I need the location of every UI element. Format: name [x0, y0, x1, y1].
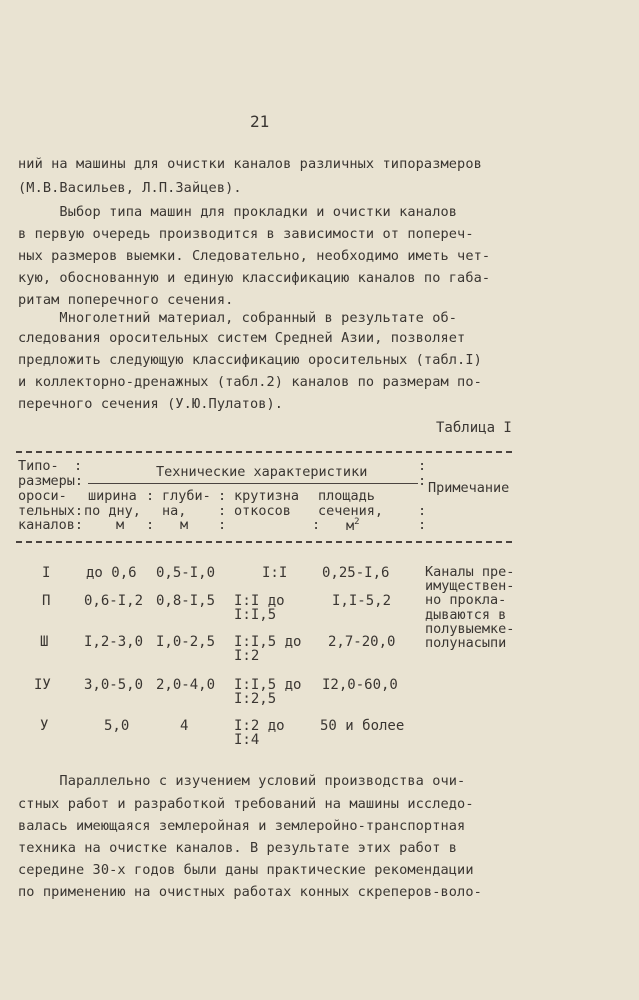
header-depth-line: м	[180, 517, 189, 533]
header-group-rule	[88, 483, 418, 484]
text-line: по применению на очистных работах конных скреперов-воло-	[18, 884, 482, 900]
row-depth: 2,0-4,0	[156, 677, 216, 693]
text-line: Выбор типа машин для прокладки и очистки каналов	[18, 204, 458, 220]
row-depth: 4	[180, 718, 189, 734]
text-line: стных работ и разработкой требований на машины исследо-	[18, 796, 474, 812]
row-slope: I:2	[234, 648, 260, 664]
row-slope: I:2,5	[234, 691, 277, 707]
note-line: Каналы пре-	[425, 564, 515, 580]
row-area: I2,0-60,0	[322, 677, 398, 693]
row-slope: I:I до	[234, 593, 285, 609]
colon-separator: :	[218, 488, 227, 504]
colon-separator: :	[418, 503, 427, 519]
row-slope: I:2 до	[234, 718, 285, 734]
row-width: I,2-3,0	[84, 634, 144, 650]
text-line: техника на очистке каналов. В результате этих работ в	[18, 840, 458, 856]
colon-separator: :	[74, 458, 83, 474]
text-line: и коллекторно-дренажных (табл.2) каналов по размерам по-	[18, 374, 482, 390]
text-line: ритам поперечного сечения.	[18, 292, 234, 308]
text-line: следования оросительных систем Средней Азии, позволяет	[18, 330, 466, 346]
header-note: Примечание	[428, 480, 510, 496]
header-slope-line: крутизна	[234, 488, 300, 504]
colon-separator: :	[418, 473, 427, 489]
row-slope: I:4	[234, 732, 260, 748]
row-width: 0,6-I,2	[84, 593, 144, 609]
note-line: полувыемке-	[425, 620, 515, 637]
row-depth: 0,5-I,0	[156, 565, 216, 581]
text-line: Параллельно с изучением условий производства очи-	[18, 773, 466, 789]
note-line: имуществен-	[425, 578, 515, 595]
header-width-line: по дну,	[84, 503, 141, 519]
row-slope: I:I,5 до	[234, 677, 302, 693]
row-type: У	[40, 718, 49, 734]
text-line: середине 30-х годов были даны практические рекомендации	[18, 862, 474, 878]
colon-separator: :	[218, 503, 227, 519]
colon-separator: :	[418, 458, 427, 474]
header-area-line: сечения,	[318, 503, 384, 519]
header-group-title: Технические характеристики	[156, 464, 368, 480]
row-slope: I:I,5	[234, 607, 277, 623]
header-depth-line: глуби-	[162, 488, 211, 504]
text-line: перечного сечения (У.Ю.Пулатов).	[18, 396, 284, 412]
text-line: Многолетний материал, собранный в результате об-	[18, 310, 458, 326]
row-depth: 0,8-I,5	[156, 593, 216, 609]
text-line: предложить следующую классификацию оросительных (табл.I)	[18, 352, 482, 368]
text-line: ных размеров выемки. Следовательно, необходимо иметь чет-	[18, 248, 491, 264]
header-type-line: тельных:	[18, 503, 84, 519]
table-top-rule	[16, 451, 512, 453]
row-type: IУ	[34, 677, 51, 693]
text-line: валась имеющаяся землеройная и землеройно-транспортная	[18, 818, 466, 834]
note-line: но прокла-	[425, 592, 507, 609]
row-width: до 0,6	[86, 565, 137, 581]
row-type: П	[42, 593, 51, 609]
header-type-line: Типо-	[18, 458, 59, 474]
row-type: I	[42, 565, 51, 581]
row-slope: I:I	[262, 565, 288, 581]
header-width-line: м	[116, 517, 125, 533]
note-line: дываются в	[425, 606, 507, 623]
row-depth: I,0-2,5	[156, 634, 216, 650]
colon-separator: :	[418, 517, 427, 533]
row-area: 2,7-20,0	[328, 634, 396, 650]
page-number: 21	[250, 112, 270, 131]
header-area-line: площадь	[318, 488, 375, 504]
text-line: кую, обоснованную и единую классификацию каналов по габа-	[18, 270, 491, 286]
colon-separator: :	[218, 517, 227, 533]
text-line: в первую очередь производится в зависимости от попереч-	[18, 226, 474, 242]
row-width: 5,0	[104, 718, 130, 734]
header-slope-line: откосов	[234, 503, 291, 519]
header-depth-line: на,	[162, 503, 187, 519]
table-title: Таблица I	[436, 420, 512, 436]
row-area: 0,25-I,6	[322, 565, 390, 581]
note-line: полунасыпи	[425, 635, 507, 652]
table-header-bottom-rule	[16, 541, 512, 543]
header-type-line: размеры:	[18, 473, 84, 489]
colon-separator: :	[312, 517, 321, 533]
row-area: I,I-5,2	[332, 593, 392, 609]
colon-separator: :	[146, 517, 155, 533]
row-slope: I:I,5 до	[234, 634, 302, 650]
row-area: 50 и более	[320, 718, 405, 734]
row-width: 3,0-5,0	[84, 677, 144, 693]
table-note	[425, 565, 514, 650]
header-width-line: ширина	[88, 488, 137, 504]
text-line: (М.В.Васильев, Л.П.Зайцев).	[18, 180, 242, 196]
text-line: ний на машины для очистки каналов различных типоразмеров	[18, 156, 482, 172]
row-type: Ш	[40, 634, 49, 650]
colon-separator: :	[146, 488, 155, 504]
header-type-line: каналов:	[18, 517, 84, 533]
header-area-unit: $м^2$	[346, 517, 360, 534]
header-type-line: ороси-	[18, 488, 67, 504]
